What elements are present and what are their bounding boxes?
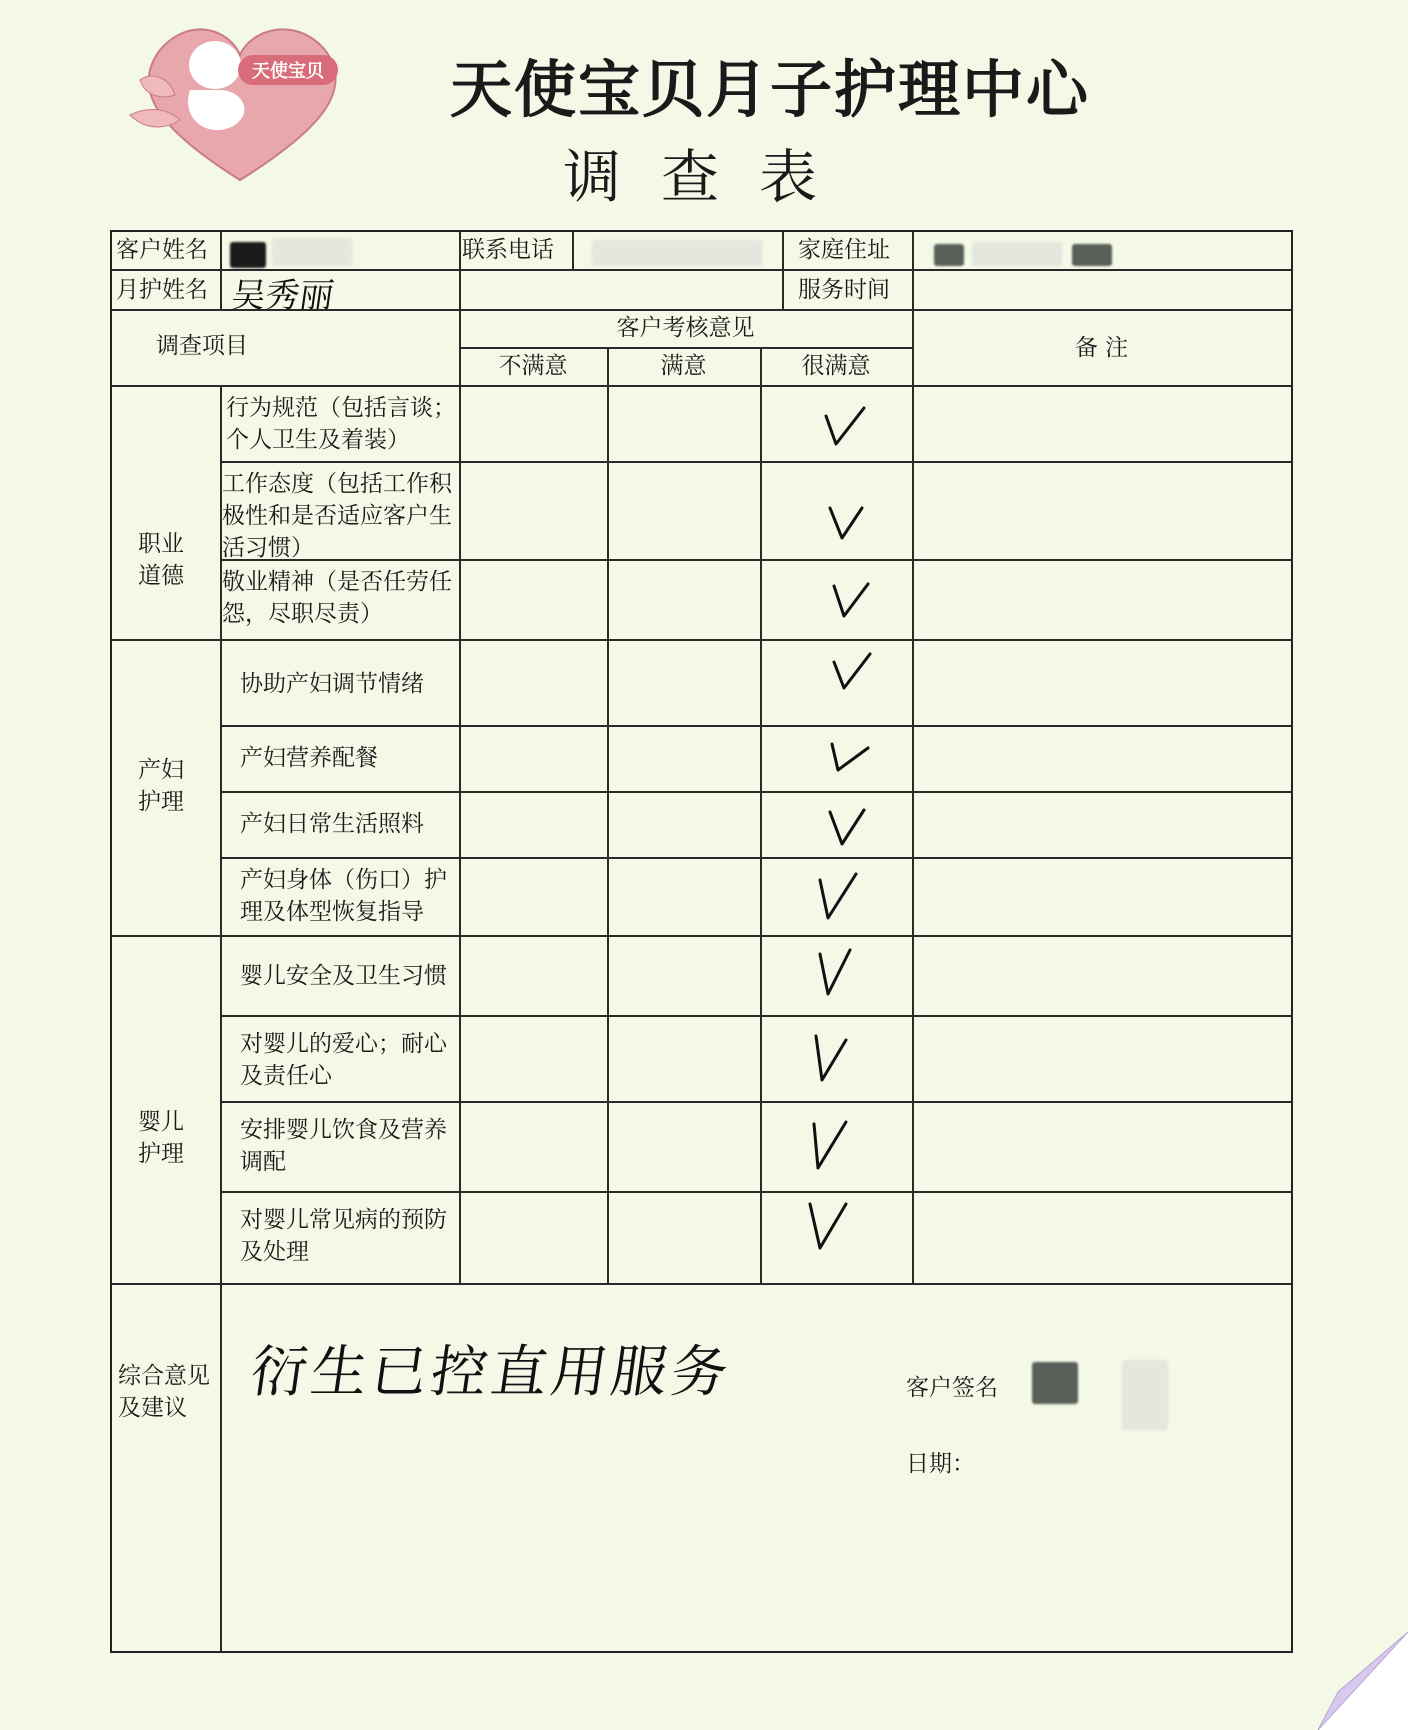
nurse-name-label: 月护姓名 xyxy=(116,277,208,303)
overall-opinion-label: 综合意见 及建议 xyxy=(118,1363,210,1421)
address-label: 家庭住址 xyxy=(798,237,890,263)
angel-logo xyxy=(120,10,360,190)
checkmark-icon xyxy=(808,1028,854,1084)
survey-item: 产妇营养配餐 xyxy=(240,745,378,771)
col-unsatisfied: 不满意 xyxy=(498,353,568,379)
checkmark-icon xyxy=(828,572,874,628)
section-baby-care: 婴儿 护理 xyxy=(138,1109,184,1167)
redacted-signature-2 xyxy=(1122,1360,1168,1430)
survey-item: 对婴儿的爱心；耐心 及责任心 xyxy=(240,1031,447,1089)
col-satisfied: 满意 xyxy=(660,353,707,379)
checkmark-icon xyxy=(804,1194,850,1250)
survey-item: 产妇日常生活照料 xyxy=(240,811,424,837)
overall-opinion-value: 衍生已控直用服务 xyxy=(246,1340,736,1405)
checkmark-icon xyxy=(806,1116,852,1172)
checkmark-icon xyxy=(822,400,868,456)
survey-item: 对婴儿常见病的预防 及处理 xyxy=(240,1207,447,1265)
redacted-address-1 xyxy=(934,244,964,266)
page-title: 天使宝贝月子护理中心 xyxy=(449,53,1090,126)
survey-item: 工作态度（包括工作积 极性和是否适应客户生 活习惯） xyxy=(222,471,452,561)
redacted-customer-name xyxy=(230,242,266,268)
page-subtitle: 调查表 xyxy=(562,143,857,211)
checkmark-icon xyxy=(814,868,860,924)
redacted-address-2 xyxy=(972,242,1062,266)
date-label: 日期： xyxy=(906,1451,975,1477)
phone-label: 联系电话 xyxy=(462,237,554,263)
section-mother-care: 产妇 护理 xyxy=(138,757,184,815)
checkmark-icon xyxy=(824,494,870,550)
survey-item: 敬业精神（是否任劳任 怨，尽职尽责） xyxy=(222,569,452,627)
col-very-satisfied: 很满意 xyxy=(801,353,871,379)
survey-item: 协助产妇调节情绪 xyxy=(240,671,424,697)
redacted-phone xyxy=(592,240,762,266)
customer-name-label: 客户姓名 xyxy=(116,237,208,263)
survey-item-header: 调查项目 xyxy=(156,333,248,359)
page-curl-corner xyxy=(1318,1632,1408,1730)
signature-label: 客户签名 xyxy=(906,1375,998,1401)
checkmark-icon xyxy=(812,944,858,1000)
redacted-signature-1 xyxy=(1032,1362,1078,1404)
checkmark-icon xyxy=(826,730,872,786)
survey-item: 安排婴儿饮食及营养 调配 xyxy=(240,1117,447,1175)
survey-table xyxy=(110,230,1293,1653)
checkmark-icon xyxy=(828,646,874,702)
checkmark-icon xyxy=(824,798,870,854)
redacted-customer-name-2 xyxy=(272,238,352,266)
service-time-label: 服务时间 xyxy=(798,277,890,303)
section-professional-ethics: 职业 道德 xyxy=(138,531,184,589)
opinion-header: 客户考核意见 xyxy=(616,315,755,341)
svg-text:天使宝贝: 天使宝贝 xyxy=(252,61,324,82)
survey-item: 行为规范（包括言谈； 个人卫生及着装） xyxy=(226,395,456,453)
survey-item: 婴儿安全及卫生习惯 xyxy=(240,963,447,989)
survey-item: 产妇身体（伤口）护 理及体型恢复指导 xyxy=(240,867,447,925)
nurse-name-value: 吴秀丽 xyxy=(228,276,337,316)
remarks-header: 备 注 xyxy=(1074,335,1129,361)
redacted-address-3 xyxy=(1072,244,1112,266)
